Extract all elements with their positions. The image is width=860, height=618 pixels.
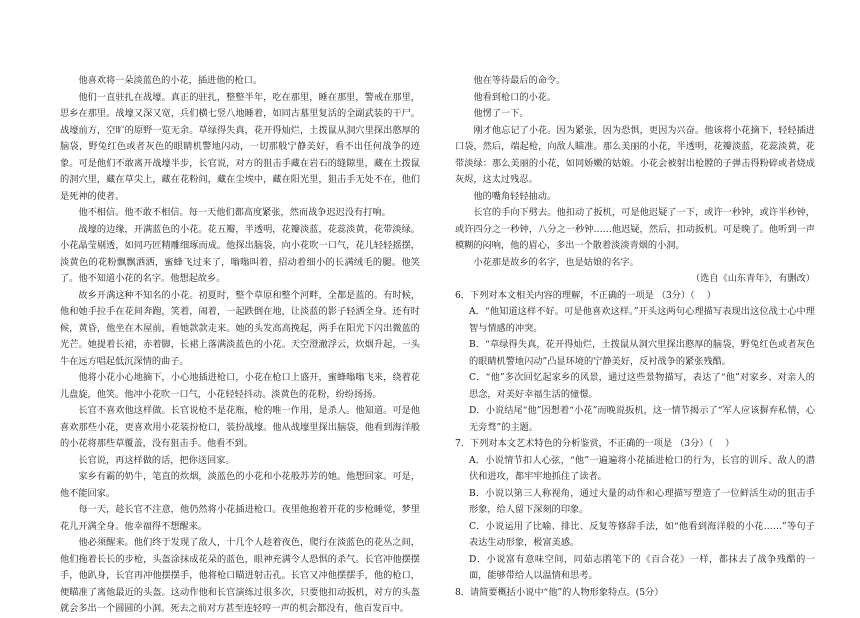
story-paragraph: 他看到枪口的小花。 bbox=[473, 91, 557, 103]
question-stem: 7．下列对本文艺术特色的分析鉴赏，不正确的一项是 （3分）（ ） bbox=[455, 438, 735, 449]
question-stem: 6．下列对本文相关内容的理解，不正确的一项是 （3分）（ ） bbox=[455, 289, 716, 301]
question-option: C．“他”多次回忆起家乡的风景，通过这些景物描写，表达了“他”对家乡、对亲人的思念，对美好幸福生活的憧憬。 bbox=[469, 372, 815, 400]
story-left-column bbox=[60, 73, 420, 618]
question-option: A．“他知道这样不好。可是他喜欢这样。”开头这两句心理描写表现出这位战士心中理智与情感的冲突。 bbox=[469, 306, 815, 334]
story-paragraph: 战壕的边缘，开满蓝色的小花。花五瓣，半透明，花瓣淡蓝，花蕊淡黄，花带淡绿。小花晶莹剔透，如同巧匠精雕细琢而成。他探出脑袋，向小花吹一口气，花儿轻轻摇摆，淡黄色的花粉飘飘洒洒，蜜蜂飞过来了，嗡嗡叫着，招动着细小的长满绒毛的腿。他笑了。他不知道小花的名字。他想起故乡。 bbox=[60, 223, 420, 284]
question-option: D．小说富有意味空间，同茹志鹃笔下的《百合花》一样，都抹去了战争残酷的一面，能够带给人以温情和思考。 bbox=[469, 553, 815, 581]
story-paragraph: 他不相信。他不敢不相信。每一天他们都高度紧张，然而战争迟迟没有打响。 bbox=[78, 207, 391, 218]
story-paragraph: 他喜欢将一朵淡蓝色的小花，插进他的枪口。 bbox=[78, 75, 263, 86]
story-paragraph: 他的嘴角轻轻抽动。 bbox=[473, 190, 557, 202]
question-option: B．“草绿得失真，花开得灿烂，土拨鼠从洞穴里探出憨厚的脑袋，野兔红色或者灰色的眼睛机警地闪动”凸显环境的宁静美好，反衬战争的紧张残酷。 bbox=[469, 339, 815, 367]
story-paragraph: 长官不喜欢他这样做。长官说枪不是花瓶，枪的唯一作用，是杀人。他知道。可是他喜欢那些小花，更喜欢用小花装扮枪口，装扮战壕。他从战壕里探出脑袋，他看到海洋般的小花将那些草覆盖，没有狙击手。他看不到。 bbox=[60, 405, 420, 449]
story-paragraph: 故乡开满这种不知名的小花。初夏时，整个草原和整个河畔，全都是蓝的。有时候，他和她手拉手在花间奔跑，笑着，闹着，一起跌倒在地，让淡蓝的影子轻洒全身。还有时候，黄昏，他坐在木屋前，看她款款走来。她的头发高高挽起，两手在阳光下闪出微蓝的光芒。她提着长裙，赤着脚，长裙上落满淡蓝色的小花。天空澄澈浮云，炊烟升起，一头牛在远方唱起低沉深情的曲子。 bbox=[60, 289, 420, 367]
story-right-column bbox=[455, 73, 815, 601]
story-paragraph: 他们一直驻扎在战壕。真正的驻扎，整整半年，吃在那里，睡在那里，警戒在那里，思乡在那里。战壕又深又宽，兵们横七竖八地睡着，如同古墓里复活的全副武装的干尸。战壕前方，空旷的原野一览无余。草绿得失真，花开得灿烂，土拨鼠从洞穴里探出憨厚的脑袋，野兔红色或者灰色的眼睛机警地闪动，一切那般宁静美好，看不出任何战争的迹象。可是他们不敢离开战壕半步，长官说，对方的狙击手藏在岩石的缝隙里，藏在土拨鼠的洞穴里，藏在草尖上，藏在花粉间，藏在尘埃中，藏在阳光里，狙击手无处不在，他们是死神的使者。 bbox=[60, 91, 420, 202]
story-paragraph: 刚才他忘记了小花。因为紧张，因为恐惧，更因为兴奋。他该将小花摘下，轻轻插进口袋，然后，端起枪，向敌人瞄准。那么美丽的小花，半透明，花瓣淡蓝，花蕊淡黄，花带淡绿：那么美丽的小花，如同娇嫩的姑娘。小花会被射出枪膛的子弹击得粉碎或者烧成灰烬，这太过残忍。 bbox=[455, 124, 815, 185]
question-option: C．小说运用了比喻、排比、反复等修辞手法，如“他看到海洋般的小花……”等句子表达生动形象，极富美感。 bbox=[469, 520, 815, 548]
story-paragraph: 长官说，再这样做的话，把你送回家。 bbox=[78, 454, 235, 466]
story-paragraph: 家乡有霸的奶牛，笔直的炊烟，淡蓝色的小花和小花般苏芳的她。他想回家。可是，他不能回家。 bbox=[60, 471, 420, 499]
question-stem: 8．请简要概括小说中“他”的人物形象特点。(5分） bbox=[455, 586, 664, 598]
question-option: D．小说结尾“他”因想着“小花”而晚说扳机，这一情节揭示了“军人应该摒弃私情，心无旁骛”的主题。 bbox=[469, 405, 815, 433]
story-paragraph: 他在等待最后的命令。 bbox=[473, 75, 566, 86]
question-option: A．小说情节扣人心弦，“他”一遍遍将小花插进枪口的行为，长官的训斥、敌人的潜伏和进攻，都牢牢地抓住了读者。 bbox=[469, 454, 815, 482]
story-paragraph: 他将小花小心地摘下，小心地插进枪口，小花在枪口上盛开，蜜蜂嗡嗡飞来，绕着花儿盘旋，他笑。他冲小花吹一口气，小花轻轻抖动。淡黄色的花粉，纷纷扬扬。 bbox=[60, 372, 420, 400]
story-paragraph: 每一天，趁长官不注意，他仍然将小花插进枪口。夜里他抱着开花的步枪睡觉，梦里花儿开满全身。他幸福得不想醒来。 bbox=[60, 504, 420, 532]
story-paragraph: 长官的手向下劈去。他扣动了扳机，可是他迟疑了一下，或许一秒钟，或许半秒钟，或许四分之一秒钟，八分之一秒钟……他迟疑，然后，扣动扳机。可是晚了。他听到一声模糊的闷响，他的眉心，多出一个散着淡淡青烟的小洞。 bbox=[455, 207, 815, 251]
story-paragraph: 小花那是故乡的名字，也是姑娘的名字。 bbox=[473, 256, 639, 268]
story-paragraph: 他必须醒来。他们终于发现了敌人，十几个人趁着夜色，爬行在淡蓝色的花丛之间，他们拖着长长的步枪，头盔涂抹成花朵的蓝色，眼神充满令人恐惧的杀气。长官冲他摆摆手，他趴身，长官再冲他摆摆手，他将枪口瞄进射击孔。长官又冲他摆摆手，他的枪口，便瞄准了离他最近的头盔。这动作他和长官演练过很多次，只要他扣动扳机，对方的头盔就会多出一个圆圆的小洞。死去之前对方甚至连轻哼一声的机会都没有，他百发百中。 bbox=[60, 537, 420, 614]
question-option: B．小说以第三人称视角，通过大量的动作和心理描写塑造了一位鲜活生动的狙击手形象，给人留下深刻的印象。 bbox=[469, 487, 815, 515]
story-source: （选自《山东青年》，有删改） bbox=[690, 273, 815, 284]
story-paragraph: 他愣了一下。 bbox=[473, 108, 529, 119]
